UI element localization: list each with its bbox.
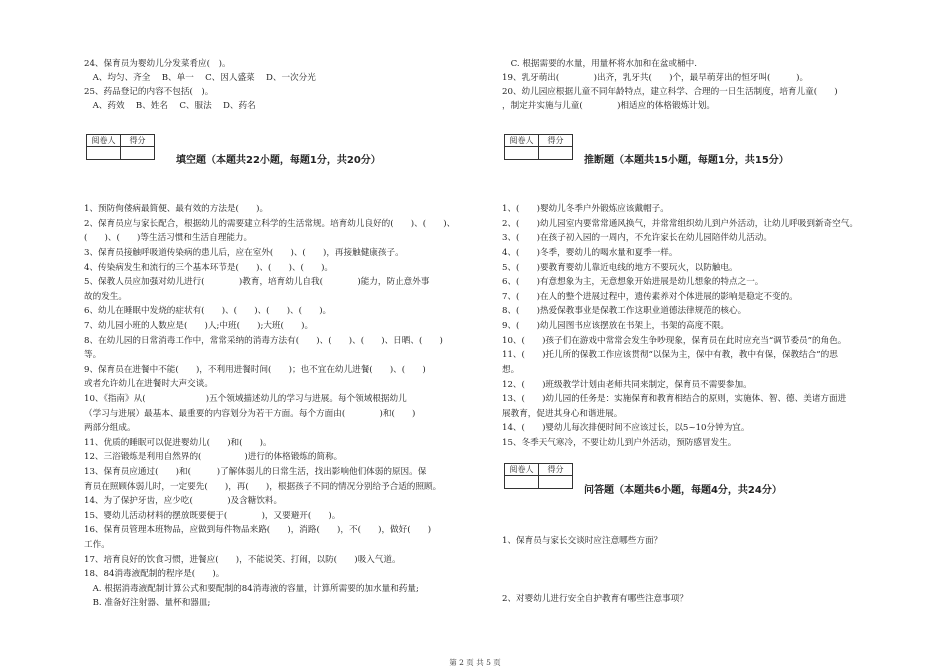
question-line: 12、( )班级教学计划由老师共同来制定，保育员不需要参加。 <box>502 380 752 390</box>
question-line: 两部分组成。 <box>84 423 136 433</box>
question-line: 8、( )热爱保教事业是保教工作这职业道德法律规范的核心。 <box>502 306 747 316</box>
grader-cell <box>505 476 539 489</box>
question-line: 15、冬季天气寒冷，不要让幼儿到户外活动，预防感冒发生。 <box>502 438 737 448</box>
question-line: 5、( )要教育婴幼儿靠近电线的地方不要玩火，以防触电。 <box>502 263 738 273</box>
question-options: A、均匀、齐全 B、单一 C、因人盛菜 D、一次分光 <box>84 73 316 83</box>
question-line: 18、84消毒液配制的程序是( )。 <box>84 569 225 579</box>
page-number: 第 2 页 共 5 页 <box>449 658 501 667</box>
question-line: 等。 <box>84 350 102 360</box>
question-line: 8、在幼儿园的日常消毒工作中，常常采纳的消毒方法有( )、( )、( )、日晒、( ) <box>84 336 443 346</box>
question-line: 7、幼儿园小班的人数应是( )人;中班( );大班( )。 <box>84 321 314 331</box>
question-line: 19、乳牙萌出( )出齐，乳牙共( )个，最早萌芽出的恒牙叫( )。 <box>502 73 809 83</box>
question-line: 3、( )在孩子初入园的一周内，不允许家长在幼儿园陪伴幼儿活动。 <box>502 233 772 243</box>
question-line: 6、( )有意想象为主，无意想象开始进展是幼儿想象的特点之一。 <box>502 277 764 287</box>
question-line: 6、幼儿在睡眠中发烧的症状有( )、( )、( )、( )。 <box>84 306 332 316</box>
question-line: 想。 <box>502 365 520 375</box>
grader-label: 阅卷人 <box>87 135 121 147</box>
question-options: C. 根据需要的水量，用量杯将水加和在盆或桶中. <box>502 59 697 69</box>
score-cell <box>539 147 573 160</box>
question-options: A. 根据消毒液配制计算公式和要配制的84消毒液的容量，计算所需要的加水量和药量; <box>84 584 419 594</box>
question-line: 10、( )孩子们在游戏中常常会发生争吵现象，保育员在此时应充当“调节委员”的角色。 <box>502 336 847 346</box>
grader-cell <box>87 147 121 160</box>
question-options: B. 准备好注射器、量杯和器皿; <box>84 598 211 608</box>
question-line: 故的发生。 <box>84 292 127 302</box>
score-cell <box>121 147 155 160</box>
question-line: 25、药品登记的内容不包括( )。 <box>84 87 214 97</box>
question-line: 工作。 <box>84 540 110 550</box>
question-line: 13、保育员应通过( )和( )了解体弱儿的日常生活，找出影响他们体弱的原因。保 <box>84 467 427 477</box>
question-line: 3、保育员接触呼吸道传染病的患儿后，应在室外( )、( )，再接触健康孩子。 <box>84 248 404 258</box>
score-cell <box>539 476 573 489</box>
question-line: 育员在照顾体弱儿时，一定要先( )，再( )，根据孩子不同的情况分别给予合适的照顾。 <box>84 482 442 492</box>
question-line: 9、( )幼儿园图书应该摆放在书架上，书架的高度不限。 <box>502 321 730 331</box>
score-label: 得分 <box>539 135 573 147</box>
question-line: 12、三浴锻炼是利用自然界的( )进行的体格锻炼的简称。 <box>84 452 343 462</box>
question-line: ，制定并实施与儿童( )相适应的体格锻炼计划。 <box>502 101 715 111</box>
question-line: 17、培育良好的饮食习惯，进餐应( )，不能说笑、打闹，以防( )吸入气道。 <box>84 555 401 565</box>
question-line: 20、幼儿园应根据儿童不同年龄特点，建立科学、合理的一日生活制度，培育儿童( ) <box>502 87 838 97</box>
question-line: 4、( )冬季，婴幼儿的喝水量和夏季一样。 <box>502 248 678 258</box>
question-line: 13、( )幼儿园的任务是：实施保育和教育相结合的原则，实施体、智、德、美诸方面进 <box>502 394 847 404</box>
section-title-short-answer: 问答题（本题共6小题，每题4分，共24分） <box>584 485 782 496</box>
score-box <box>86 134 155 160</box>
grader-label: 阅卷人 <box>505 135 539 147</box>
question-line: 2、( )幼儿园室内要常常通风换气，并常常组织幼儿到户外活动，让幼儿呼吸到新奇空气。 <box>502 219 858 229</box>
question-line: 或者允许幼儿在进餐时大声交谈。 <box>84 379 213 389</box>
question-line: 11、( )托儿所的保教工作应该贯彻“以保为主，保中有教，教中有保，保教结合”的思 <box>502 350 838 360</box>
question-line: 15、婴幼儿活动材料的摆放既要便于( )，又要避开( )。 <box>84 511 341 521</box>
question-line: 1、预防佝偻病最简便、最有效的方法是( )。 <box>84 204 269 214</box>
question-line: 2、保育员应与家长配合，根据幼儿的需要建立科学的生活常规。培育幼儿良好的( )、( )、 <box>84 219 456 229</box>
question-line: 7、( )在人的整个进展过程中，遗传素养对个体进展的影响是稳定不变的。 <box>502 292 798 302</box>
question-line: 2、对婴幼儿进行安全自护教育有哪些注意事项？ <box>502 594 688 604</box>
question-line: 24、保育员为婴幼儿分发菜肴应( )。 <box>84 59 231 69</box>
question-line: ( )、( )等生活习惯和生活自理能力。 <box>84 233 253 243</box>
question-options: A、药效 B、姓名 C、服法 D、药名 <box>84 101 256 111</box>
question-line: 展教育，促进其身心和谐进展。 <box>502 409 623 419</box>
score-box <box>504 134 573 160</box>
question-line: 1、( )婴幼儿冬季户外锻炼应该戴帽子。 <box>502 204 669 214</box>
grader-cell <box>505 147 539 160</box>
question-line: 14、为了保护牙齿，应少吃( )及含糖饮料。 <box>84 496 283 506</box>
question-line: 16、保育员管理本班物品，应做到每件物品来路( )，消路( )，不( )，做好( ) <box>84 525 432 535</box>
score-box <box>504 463 573 489</box>
question-line: 4、传染病发生和流行的三个基本环节是( )、( )、( )。 <box>84 263 334 273</box>
question-line: 9、保育员在进餐中不能( )，不利用进餐时间( )；也不宜在幼儿进餐( )、( ) <box>84 365 426 375</box>
section-title-true-false: 推断题（本题共15小题，每题1分，共15分） <box>584 155 789 166</box>
grader-label: 阅卷人 <box>505 464 539 476</box>
question-line: 10、《指南》从( )五个领域描述幼儿的学习与进展。每个领域根据幼儿 <box>84 394 407 404</box>
score-label: 得分 <box>539 464 573 476</box>
question-line: 1、保育员与家长交谈时应注意哪些方面？ <box>502 536 663 546</box>
question-line: 11、优质的睡眠可以促进婴幼儿( )和( )。 <box>84 438 272 448</box>
question-line: 14、( )婴幼儿每次排便时间不应该过长，以5~10分钟为宜。 <box>502 423 750 433</box>
score-label: 得分 <box>121 135 155 147</box>
section-title-fill-in: 填空题（本题共22小题，每题1分，共20分） <box>176 155 381 166</box>
question-line: 5、保教人员应加强对幼儿进行( )教育，培育幼儿自我( )能力，防止意外事 <box>84 277 430 287</box>
question-line: （学习与进展）最基本、最重要的内容划分为若干方面。每个方面由( )和( ) <box>84 409 416 419</box>
